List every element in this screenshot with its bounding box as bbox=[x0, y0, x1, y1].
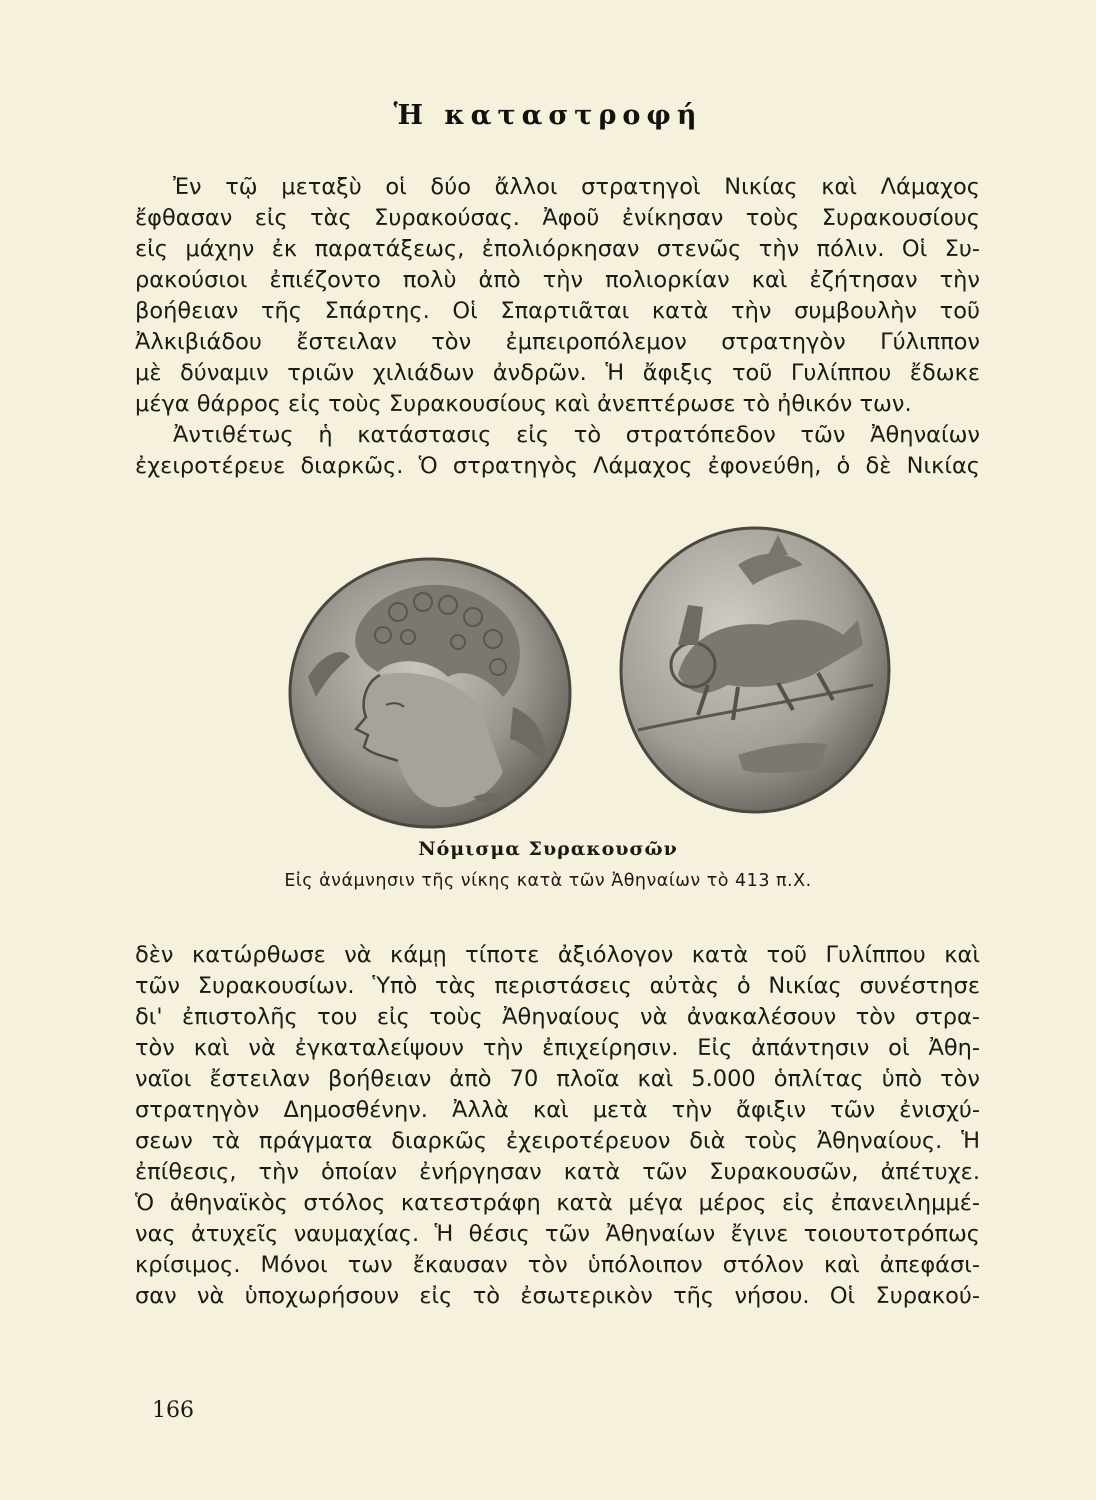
paragraph-bottom bbox=[135, 940, 980, 1312]
coin-reverse-chariot-image bbox=[618, 525, 893, 815]
text-line: Ὁ ἀθηναϊκὸς στόλος κατεστράφη κατὰ μέγα μέρος εἰς ἐπανειλημμέ- bbox=[135, 1190, 980, 1216]
text-line: σεων τὰ πράγματα διαρκῶς ἐχειροτέρευον διὰ τοὺς Ἀθηναίους. Ἡ bbox=[135, 1128, 980, 1154]
text-line: δὲν κατώρθωσε νὰ κάμῃ τίποτε ἀξιόλογον κατὰ τοῦ Γυλίππου καὶ bbox=[135, 942, 980, 968]
coin-illustration bbox=[0, 525, 1096, 835]
text-line: τῶν Συρακουσίων. Ὑπὸ τὰς περιστάσεις αὐτὰς ὁ Νικίας συνέστησε bbox=[135, 973, 980, 999]
caption-subtitle: Εἰς ἀνάμνησιν τῆς νίκης κατὰ τῶν Ἀθηναίων τὸ 413 π.Χ. bbox=[284, 871, 812, 891]
paragraph-top bbox=[135, 172, 980, 482]
caption-title: Νόμισμα Συρακουσῶν bbox=[418, 838, 678, 860]
text-line: ἔφθασαν εἰς τὰς Συρακούσας. Ἀφοῦ ἐνίκησαν τοὺς Συρακουσίους bbox=[135, 205, 980, 231]
section-heading: Ἡ καταστροφή bbox=[393, 100, 703, 131]
text-line: σαν νὰ ὑποχωρήσουν εἰς τὸ ἐσωτερικὸν τῆς νήσου. Οἱ Συρακού- bbox=[135, 1283, 980, 1309]
text-line: μὲ δύναμιν τριῶν χιλιάδων ἀνδρῶν. Ἡ ἄφιξις τοῦ Γυλίππου ἔδωκε bbox=[135, 360, 980, 386]
text-line: μέγα θάρρος εἰς τοὺς Συρακουσίους καὶ ἀνεπτέρωσε τὸ ἠθικόν των. bbox=[135, 391, 912, 417]
page-number: 166 bbox=[152, 1398, 194, 1423]
text-line: τὸν καὶ νὰ ἐγκαταλείψουν τὴν ἐπιχείρησιν. Εἰς ἀπάντησιν οἱ Ἀθη- bbox=[135, 1035, 980, 1061]
text-line: Ἀντιθέτως ἡ κατάστασις εἰς τὸ στρατόπεδον τῶν Ἀθηναίων bbox=[173, 422, 980, 448]
text-line: κρίσιμος. Μόνοι των ἔκαυσαν τὸν ὑπόλοιπον στόλον καὶ ἀπεφάσι- bbox=[135, 1252, 980, 1278]
text-line: στρατηγὸν Δημοσθένην. Ἀλλὰ καὶ μετὰ τὴν ἄφιξιν τῶν ἐνισχύ- bbox=[135, 1097, 980, 1123]
text-line: ναῖοι ἔστειλαν βοήθειαν ἀπὸ 70 πλοῖα καὶ 5.000 ὁπλίτας ὑπὸ τὸν bbox=[135, 1066, 980, 1092]
text-line: εἰς μάχην ἐκ παρατάξεως, ἐπολιόρκησαν στενῶς τὴν πόλιν. Οἱ Συ- bbox=[135, 236, 980, 262]
text-line: Ἐν τῷ μεταξὺ οἱ δύο ἄλλοι στρατηγοὶ Νικίας καὶ Λάμαχος bbox=[173, 174, 980, 200]
text-line: ρακούσιοι ἐπιέζοντο πολὺ ἀπὸ τὴν πολιορκίαν καὶ ἐζήτησαν τὴν bbox=[135, 267, 980, 293]
text-line: νας ἀτυχεῖς ναυμαχίας. Ἡ θέσις τῶν Ἀθηναίων ἔγινε τοιουτοτρόπως bbox=[135, 1221, 980, 1247]
text-line: ἐπίθεσις, τὴν ὁποίαν ἐνήργησαν κατὰ τῶν Συρακουσῶν, ἀπέτυχε. bbox=[135, 1159, 980, 1185]
coin-obverse-head-image bbox=[288, 557, 573, 829]
text-line: δι' ἐπιστολῆς του εἰς τοὺς Ἀθηναίους νὰ ἀνακαλέσουν τὸν στρα- bbox=[135, 1004, 980, 1030]
text-line: ἐχειροτέρευε διαρκῶς. Ὁ στρατηγὸς Λάμαχος ἐφονεύθη, ὁ δὲ Νικίας bbox=[135, 453, 980, 479]
text-line: Ἀλκιβιάδου ἔστειλαν τὸν ἐμπειροπόλεμον στρατηγὸν Γύλιππον bbox=[135, 329, 980, 355]
text-line: βοήθειαν τῆς Σπάρτης. Οἱ Σπαρτιᾶται κατὰ τὴν συμβουλὴν τοῦ bbox=[135, 298, 980, 324]
